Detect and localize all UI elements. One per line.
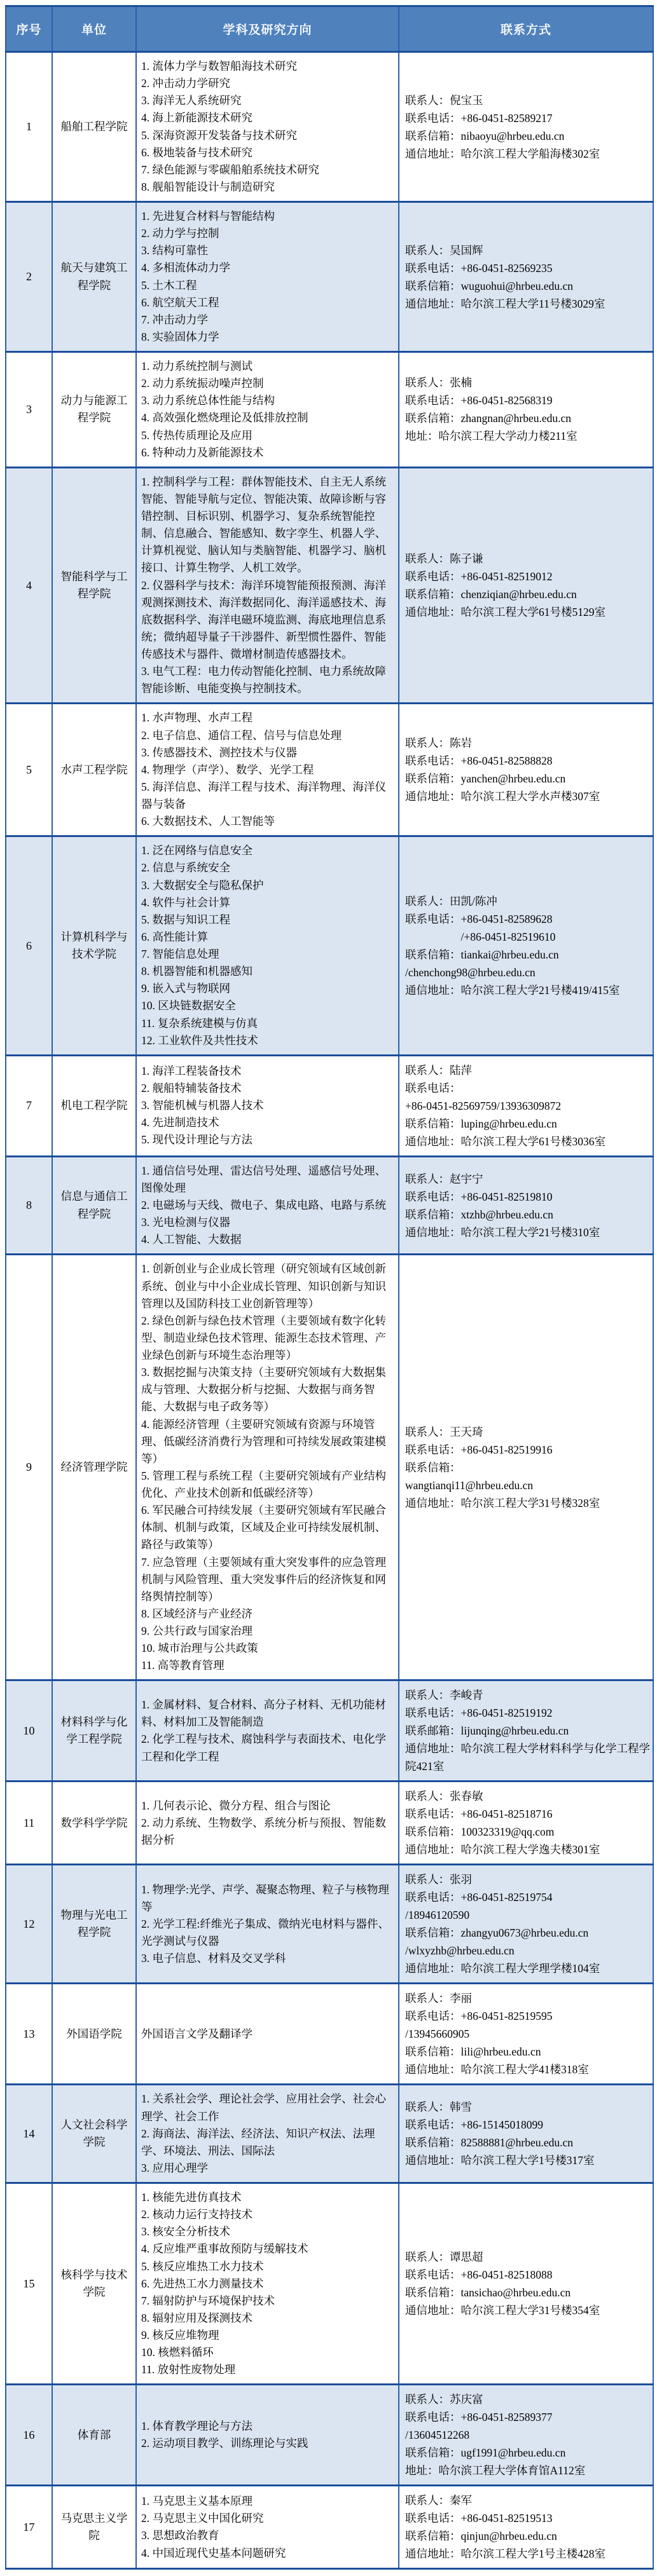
research-topic: 2. 舰船特辅装备技术 xyxy=(141,1082,242,1095)
research-topic: 4. 软件与社会计算 xyxy=(141,896,230,909)
table-row xyxy=(6,704,653,836)
research-topic: 3. 智能机械与机器人技术 xyxy=(141,1099,264,1112)
contact-line: 联系电话：+86-0451-82589217 xyxy=(405,111,553,125)
research-topics-cell xyxy=(136,1156,399,1255)
research-topic: 1. 物理学:光学、声学、凝聚态物理、粒子与核物理等 xyxy=(141,1883,389,1913)
research-topic: 6. 大数据技术、人工智能等 xyxy=(141,815,275,828)
contact-line: 联系电话：+86-0451-82519192 xyxy=(405,1707,553,1720)
header-serial-number: 序号 xyxy=(6,6,52,52)
table-row xyxy=(6,2486,653,2569)
row-number: 5 xyxy=(6,704,52,836)
research-topic: 9. 核反应堆物理 xyxy=(141,2329,219,2341)
unit-name: 数学科学学院 xyxy=(52,1782,136,1865)
research-topic: 2. 信息与系统安全 xyxy=(141,861,230,875)
research-topic: 6. 航空航天工程 xyxy=(141,296,219,309)
research-topics-cell xyxy=(136,1865,399,1984)
contact-cell xyxy=(399,202,653,352)
contact-line: 联系人：李峻青 xyxy=(405,1689,483,1702)
row-number: 9 xyxy=(6,1255,52,1680)
research-topic: 4. 海上新能源技术研究 xyxy=(141,111,252,125)
contact-line: 通信地址：哈尔滨工程大学61号楼5129室 xyxy=(405,606,605,619)
table-row xyxy=(6,52,653,202)
research-topic: 8. 区域经济与产业经济 xyxy=(141,1607,252,1620)
contact-line: 联系信箱： xyxy=(405,1461,461,1474)
contact-line: 联系人：张楠 xyxy=(405,376,472,390)
research-topic: 1. 海洋工程装备技术 xyxy=(141,1064,242,1077)
research-topic: 4. 反应堆严重事故预防与缓解技术 xyxy=(141,2242,308,2256)
contact-line: 联系信箱：tiankai@hrbeu.edu.cn xyxy=(405,948,559,961)
table-row xyxy=(6,1156,653,1255)
research-topic: 11. 放射性废物处理 xyxy=(141,2363,236,2376)
row-number: 2 xyxy=(6,202,52,352)
contact-line: 地址：哈尔滨工程大学体育馆A112室 xyxy=(405,2464,586,2477)
research-topics-cell xyxy=(136,1255,399,1680)
table-row xyxy=(6,1255,653,1680)
table-row xyxy=(6,836,653,1056)
research-topics-cell xyxy=(136,2385,399,2486)
contact-line: 联系人：谭思超 xyxy=(405,2251,483,2264)
research-topic: 10. 区块链数据安全 xyxy=(141,999,236,1012)
research-topics-cell xyxy=(136,202,399,352)
contact-line: 联系信箱：yanchen@hrbeu.edu.cn xyxy=(405,772,566,786)
table-row xyxy=(6,1865,653,1984)
contact-line: 联系信箱：zhangnan@hrbeu.edu.cn xyxy=(405,412,572,425)
research-topic: 3. 电子信息、材料及交叉学科 xyxy=(141,1952,286,1965)
contact-line: 联系人：吴国辉 xyxy=(405,243,483,257)
row-number: 8 xyxy=(6,1156,52,1255)
contact-line: 联系电话：+86-0451-82519810 xyxy=(405,1190,553,1203)
table-row xyxy=(6,2085,653,2183)
research-topic: 2. 冲击动力学研究 xyxy=(141,77,230,90)
contact-cell xyxy=(399,1055,653,1156)
research-topics-cell xyxy=(136,2486,399,2569)
contact-line: 联系信箱：ugf1991@hrbeu.edu.cn xyxy=(405,2446,566,2460)
contact-line: 联系电话：+86-0451-82518088 xyxy=(405,2268,553,2282)
research-topic: 9. 公共行政与国家治理 xyxy=(141,1625,252,1637)
contact-line: /+86-0451-82519610 xyxy=(405,930,556,943)
research-topic: 4. 能源经济管理（主要研究领域有资源与环境管理、低碳经济消费行为管理和可持续发展政策建模等） xyxy=(141,1417,386,1465)
contact-line: 联系信箱：tansichao@hrbeu.edu.cn xyxy=(405,2286,571,2300)
contact-table xyxy=(5,5,654,2570)
contact-line: 联系邮箱：lijunqing@hrbeu.edu.cn xyxy=(405,1724,569,1738)
research-topic: 5. 土木工程 xyxy=(141,278,197,292)
research-topics-cell xyxy=(136,1984,399,2085)
research-topic: 7. 辐射防护与环境保护技术 xyxy=(141,2294,275,2307)
research-topics-cell xyxy=(136,352,399,468)
contact-cell xyxy=(399,52,653,202)
research-topic: 11. 高等教育管理 xyxy=(141,1659,225,1672)
research-topic: 1. 马克思主义基本原理 xyxy=(141,2495,252,2508)
contact-line: 通信地址：哈尔滨工程大学31号楼328室 xyxy=(405,1496,600,1509)
header-unit: 单位 xyxy=(52,6,136,52)
research-topic: 4. 多相流体动力学 xyxy=(141,261,230,275)
row-number: 16 xyxy=(6,2385,52,2486)
contact-line: 联系信箱：82588881@hrbeu.edu.cn xyxy=(405,2136,573,2150)
research-topic: 6. 军民融合可持续发展（主要研究领域有军民融合体制、机制与政策，区域及企业可持续发展机制、路径与政策等） xyxy=(141,1504,386,1551)
research-topic: 5. 传热传质理论及应用 xyxy=(141,428,252,442)
research-topic: 3. 数据挖掘与决策支持（主要研究领域有大数据集成与管理、大数据分析与挖掘、大数据与商务智能、大数据与电子政务等） xyxy=(141,1366,386,1414)
contact-line: 联系人：陈岩 xyxy=(405,737,472,750)
unit-name: 体育部 xyxy=(52,2385,136,2486)
research-topic: 1. 几何表示论、微分方程、组合与图论 xyxy=(141,1799,331,1812)
contact-line: 联系信箱：zhangyu0673@hrbeu.edu.cn xyxy=(405,1926,589,1940)
research-topic: 6. 特种动力及新能源技术 xyxy=(141,446,264,459)
research-topic: 2. 核动力运行支持技术 xyxy=(141,2208,252,2221)
research-topic: 9. 嵌入式与物联网 xyxy=(141,982,230,995)
header-contact-info: 联系方式 xyxy=(399,6,653,52)
research-topic: 2. 电磁场与天线、微电子、集成电路、电路与系统 xyxy=(141,1199,386,1211)
header-disciplines: 学科及研究方向 xyxy=(136,6,399,52)
unit-name: 船舶工程学院 xyxy=(52,52,136,202)
contact-line: 联系电话：+86-0451-82569235 xyxy=(405,261,553,275)
table-body xyxy=(6,52,653,2569)
research-topics-cell xyxy=(136,836,399,1056)
research-topic: 2. 动力系统振动噪声控制 xyxy=(141,377,264,390)
research-topic: 4. 高效强化燃烧理论及低排放控制 xyxy=(141,411,308,425)
research-topic: 1. 水声物理、水声工程 xyxy=(141,711,252,725)
contact-cell xyxy=(399,1782,653,1865)
row-number: 14 xyxy=(6,2085,52,2183)
research-topic: 3. 动力系统总体性能与结构 xyxy=(141,394,275,407)
research-topic: 2. 光学工程:纤维光子集成、微纳光电材料与器件、光学测试与仪器 xyxy=(141,1917,389,1947)
contact-line: /chenchong98@hrbeu.edu.cn xyxy=(405,966,536,979)
contact-cell xyxy=(399,836,653,1056)
table-row xyxy=(6,467,653,704)
research-topic: 5. 海洋信息、海洋工程与技术、海洋物理、海洋仪器与装备 xyxy=(141,780,386,810)
research-topic: 3. 大数据安全与隐私保护 xyxy=(141,878,264,892)
research-topics-cell xyxy=(136,467,399,704)
contact-line: 通信地址：哈尔滨工程大学21号楼310室 xyxy=(405,1225,600,1239)
contact-line: +86-0451-82569759/13936309872 xyxy=(405,1099,562,1112)
research-topic: 5. 现代设计理论与方法 xyxy=(141,1133,252,1147)
unit-name: 动力与能源工程学院 xyxy=(52,352,136,468)
research-topic: 4. 物理学（声学）、数学、光学工程 xyxy=(141,763,314,776)
research-topic: 10. 城市治理与公共政策 xyxy=(141,1642,258,1655)
table-row xyxy=(6,1680,653,1782)
contact-line: 通信地址：哈尔滨工程大学逸夫楼301室 xyxy=(405,1843,600,1857)
contact-line: 通信地址：哈尔滨工程大学61号楼3036室 xyxy=(405,1135,605,1148)
research-topic: 6. 先进热工水力测量技术 xyxy=(141,2277,264,2290)
unit-name: 核科学与技术学院 xyxy=(52,2183,136,2385)
row-number: 4 xyxy=(6,467,52,704)
research-topic: 5. 核反应堆热工水力技术 xyxy=(141,2259,264,2273)
research-topics-cell xyxy=(136,1680,399,1782)
table-header-row xyxy=(6,6,653,52)
research-topic: 6. 高性能计算 xyxy=(141,930,208,943)
contact-cell xyxy=(399,2183,653,2385)
contact-line: 联系人：陆萍 xyxy=(405,1063,472,1077)
contact-line: 通信地址：哈尔滨工程大学41楼318室 xyxy=(405,2063,589,2076)
contact-line: 通信地址：哈尔滨工程大学水声楼307室 xyxy=(405,790,600,803)
research-topic: 1. 先进复合材料与智能结构 xyxy=(141,210,275,222)
research-topic: 7. 智能信息处理 xyxy=(141,948,219,960)
contact-line: 联系电话：+86-0451-82589628 xyxy=(405,913,553,925)
contact-cell xyxy=(399,1984,653,2085)
research-topic: 1. 创新创业与企业成长管理（研究领域有区域创新系统、创业与中小企业成长管理、知识创新与知识管理以及国防科技工业创新管理等） xyxy=(141,1262,386,1310)
research-topics-cell xyxy=(136,1782,399,1865)
contact-line: 联系电话：+86-0451-82518716 xyxy=(405,1808,553,1821)
contact-line: 联系电话：+86-0451-82589377 xyxy=(405,2411,553,2424)
contact-line: 通信地址：哈尔滨工程大学船海楼302室 xyxy=(405,147,600,160)
row-number: 15 xyxy=(6,2183,52,2385)
research-topic: 2. 海商法、海洋法、经济法、知识产权法、法理学、环境法、刑法、国际法 xyxy=(141,2127,375,2157)
research-topic: 8. 辐射应用及探测技术 xyxy=(141,2311,252,2324)
contact-line: 联系电话： xyxy=(405,1081,461,1094)
unit-name: 智能科学与工程学院 xyxy=(52,467,136,704)
research-topic: 5. 数据与知识工程 xyxy=(141,913,230,926)
research-topic: 7. 绿色能源与零碳船舶系统技术研究 xyxy=(141,163,319,176)
research-topic: 1. 核能先进仿真技术 xyxy=(141,2191,242,2204)
research-topic: 8. 实验固体力学 xyxy=(141,330,219,343)
research-topic: 5. 深海资源开发装备与技术研究 xyxy=(141,128,297,142)
research-topic: 3. 光电检测与仪器 xyxy=(141,1216,230,1229)
research-topic: 1. 泛在网络与信息安全 xyxy=(141,844,252,857)
contact-line: 联系信箱：luping@hrbeu.edu.cn xyxy=(405,1117,557,1130)
research-topic: 6. 极地装备与技术研究 xyxy=(141,146,252,159)
research-topic: 8. 机器智能和机器感知 xyxy=(141,965,252,978)
research-topic: 3. 电气工程：电力传动智能化控制、电力系统故障智能诊断、电能变换与控制技术。 xyxy=(141,665,386,695)
research-topic: 3. 核安全分析技术 xyxy=(141,2225,230,2239)
contact-line: 联系人：张羽 xyxy=(405,1873,472,1886)
research-topic: 11. 复杂系统建模与仿真 xyxy=(141,1016,258,1030)
table-row xyxy=(6,2183,653,2385)
research-topic: 7. 应急管理（主要领域有重大突发事件的应急管理机制与风险管理、重大突发事件后的经济恢复和网络舆情控制等） xyxy=(141,1555,386,1603)
contact-line: 联系人：苏庆富 xyxy=(405,2393,483,2406)
research-topic: 1. 通信信号处理、雷达信号处理、遥感信号处理、图像处理 xyxy=(141,1164,386,1194)
research-topic: 5. 管理工程与系统工程（主要研究领域有产业结构优化、产业技术创新和低碳经济等） xyxy=(141,1469,386,1499)
row-number: 10 xyxy=(6,1680,52,1782)
research-topic: 1. 控制科学与工程：群体智能技术、自主无人系统智能、智能导航与定位、智能决策、故障诊断与容错控制、目标识别、机器学习、复杂系统智能控制、信息融合、智能感知、数字孪生、机器人学、计算机视觉、脑认知与类脑智能、机器学习、脑机接口、计算生物学、人机工效学。 xyxy=(141,475,386,575)
contact-line: 联系人：陈子谦 xyxy=(405,552,483,566)
research-topic: 2. 动力学与控制 xyxy=(141,227,219,240)
research-topic: 2. 运动项目教学、训练理论与实践 xyxy=(141,2437,308,2450)
research-topic: 3. 应用心理学 xyxy=(141,2161,208,2174)
contact-cell xyxy=(399,1255,653,1680)
research-topics-cell xyxy=(136,2183,399,2385)
contact-line: 联系人：王天琦 xyxy=(405,1425,483,1438)
contact-cell xyxy=(399,1865,653,1984)
row-number: 12 xyxy=(6,1865,52,1984)
contact-cell xyxy=(399,2486,653,2569)
contact-line: 通信地址：哈尔滨工程大学21号楼419/415室 xyxy=(405,984,620,997)
contact-line: 联系人：李丽 xyxy=(405,1992,472,2005)
contact-cell xyxy=(399,352,653,468)
contact-line: 联系电话：+86-0451-82588828 xyxy=(405,754,553,768)
contact-line: 通信地址：哈尔滨工程大学材料科学与化学工程学院421室 xyxy=(405,1742,650,1773)
unit-name: 外国语学院 xyxy=(52,1984,136,2085)
research-topic: 3. 传感器技术、测控技术与仪器 xyxy=(141,746,297,759)
unit-name: 经济管理学院 xyxy=(52,1255,136,1680)
contact-cell xyxy=(399,467,653,704)
contact-line: 联系信箱：xtzhb@hrbeu.edu.cn xyxy=(405,1208,553,1221)
row-number: 3 xyxy=(6,352,52,468)
contact-cell xyxy=(399,1680,653,1782)
research-topic: 2. 动力系统、生物数学、系统分析与预报、智能数据分析 xyxy=(141,1816,386,1846)
contact-line: /13945660905 xyxy=(405,2027,470,2041)
table-row xyxy=(6,2385,653,2486)
table-row xyxy=(6,1782,653,1865)
research-topic: 7. 冲击动力学 xyxy=(141,313,208,326)
contact-line: 联系人：赵宇宁 xyxy=(405,1172,483,1185)
contact-line: 联系电话：+86-0451-82568319 xyxy=(405,394,553,407)
contact-line: 联系信箱：wuguohui@hrbeu.edu.cn xyxy=(405,279,573,292)
row-number: 11 xyxy=(6,1782,52,1865)
contact-line: 地址：哈尔滨工程大学动力楼211室 xyxy=(405,430,577,443)
unit-name: 机电工程学院 xyxy=(52,1055,136,1156)
contact-line: 联系电话：+86-15145018099 xyxy=(405,2118,543,2132)
research-topic: 4. 中国近现代史基本问题研究 xyxy=(141,2546,286,2559)
table-row xyxy=(6,202,653,352)
table-row xyxy=(6,1055,653,1156)
contact-line: 联系电话：+86-0451-82519754 xyxy=(405,1891,553,1904)
research-topics-cell xyxy=(136,52,399,202)
table-row xyxy=(6,352,653,468)
research-topic: 3. 海洋无人系统研究 xyxy=(141,94,242,107)
contact-line: 联系信箱：chenziqian@hrbeu.edu.cn xyxy=(405,588,577,601)
contact-cell xyxy=(399,2385,653,2486)
research-topic: 2. 仪器科学与技术：海洋环境智能预报预测、海洋观测探测技术、海洋数据同化、海洋遥感技术、海底数据科学、海洋电磁环境监测、海底地理信息系统；微纳超导量子干涉器件、新型惯性器件、智能传感技术与器件、微增材制造传感器技术。 xyxy=(141,578,386,660)
contact-cell xyxy=(399,1156,653,1255)
contact-line: 联系电话：+86-0451-82519916 xyxy=(405,1443,553,1456)
research-topic: 4. 人工智能、大数据 xyxy=(141,1233,242,1246)
research-topic: 3. 结构可靠性 xyxy=(141,244,208,257)
contact-line: 联系人：张春敏 xyxy=(405,1790,483,1803)
research-topic: 2. 马克思主义中国化研究 xyxy=(141,2512,264,2525)
contact-line: /13604512268 xyxy=(405,2429,470,2442)
research-topic: 外国语言文学及翻译学 xyxy=(141,2027,252,2040)
research-topic: 10. 核燃料循环 xyxy=(141,2346,214,2359)
contact-line: 联系电话：+86-0451-82519595 xyxy=(405,2010,553,2023)
contact-line: 通信地址：哈尔滨工程大学1号楼317室 xyxy=(405,2154,595,2167)
unit-name: 计算机科学与技术学院 xyxy=(52,836,136,1056)
research-topic: 1. 关系社会学、理论社会学、应用社会学、社会心理学、社会工作 xyxy=(141,2092,386,2123)
unit-name: 水声工程学院 xyxy=(52,704,136,836)
contact-line: 通信地址：哈尔滨工程大学31号楼354室 xyxy=(405,2304,600,2317)
research-topics-cell xyxy=(136,1055,399,1156)
research-topic: 8. 舰船智能设计与制造研究 xyxy=(141,180,275,193)
research-topics-cell xyxy=(136,2085,399,2183)
contact-line: 联系信箱：nibaoyu@hrbeu.edu.cn xyxy=(405,129,565,142)
row-number: 17 xyxy=(6,2486,52,2569)
research-topic: 3. 思想政治教育 xyxy=(141,2529,219,2542)
contact-line: 联系人：秦军 xyxy=(405,2494,472,2507)
unit-name: 物理与光电工程学院 xyxy=(52,1865,136,1984)
research-topic: 1. 流体力学与数智船海技术研究 xyxy=(141,60,297,72)
unit-name: 材料科学与化学工程学院 xyxy=(52,1680,136,1782)
contact-line: wangtianqi11@hrbeu.edu.cn xyxy=(405,1478,534,1492)
contact-line: 通信地址：哈尔滨工程大学11号楼3029室 xyxy=(405,297,605,310)
contact-line: 通信地址：哈尔滨工程大学1号主楼428室 xyxy=(405,2547,605,2561)
contact-line: /wlxyzhb@hrbeu.edu.cn xyxy=(405,1944,515,1958)
contact-line: 通信地址：哈尔滨工程大学理学楼104室 xyxy=(405,1962,600,1975)
research-topic: 1. 动力系统控制与测试 xyxy=(141,360,252,372)
contact-line: 联系信箱：100323319@qq.com xyxy=(405,1825,555,1839)
row-number: 7 xyxy=(6,1055,52,1156)
contact-line: 联系人：田凯/陈冲 xyxy=(405,895,497,908)
unit-name: 信息与通信工程学院 xyxy=(52,1156,136,1255)
contact-line: /18946120590 xyxy=(405,1909,470,1922)
unit-name: 马克思主义学院 xyxy=(52,2486,136,2569)
contact-line: 联系电话：+86-0451-82519012 xyxy=(405,570,553,583)
table-row xyxy=(6,1984,653,2085)
research-topic: 1. 体育教学理论与方法 xyxy=(141,2420,252,2433)
contact-cell xyxy=(399,2085,653,2183)
contact-line: 联系人：倪宝玉 xyxy=(405,93,483,107)
row-number: 1 xyxy=(6,52,52,202)
contact-line: 联系信箱：lili@hrbeu.edu.cn xyxy=(405,2045,541,2059)
research-topic: 2. 化学工程与技术、腐蚀科学与表面技术、电化学工程和化学工程 xyxy=(141,1733,386,1763)
contact-line: 联系人：韩雪 xyxy=(405,2101,472,2114)
research-topic: 2. 电子信息、通信工程、信号与信息处理 xyxy=(141,728,342,742)
row-number: 6 xyxy=(6,836,52,1056)
research-topic: 12. 工业软件及共性技术 xyxy=(141,1033,258,1047)
contact-line: 联系电话：+86-0451-82519513 xyxy=(405,2512,553,2525)
row-number: 13 xyxy=(6,1984,52,2085)
unit-name: 航天与建筑工程学院 xyxy=(52,202,136,352)
research-topics-cell xyxy=(136,704,399,836)
contact-line: 联系信箱：qinjun@hrbeu.edu.cn xyxy=(405,2530,557,2543)
unit-name: 人文社会科学学院 xyxy=(52,2085,136,2183)
contact-cell xyxy=(399,704,653,836)
research-topic: 1. 金属材料、复合材料、高分子材料、无机功能材料、材料加工及智能制造 xyxy=(141,1698,386,1729)
research-topic: 4. 先进制造技术 xyxy=(141,1116,219,1129)
research-topic: 2. 绿色创新与绿色技术管理（主要领域有数字化转型、制造业绿色技术管理、能源生态技术管理、产业绿色创新与环境生态治理等） xyxy=(141,1314,386,1361)
